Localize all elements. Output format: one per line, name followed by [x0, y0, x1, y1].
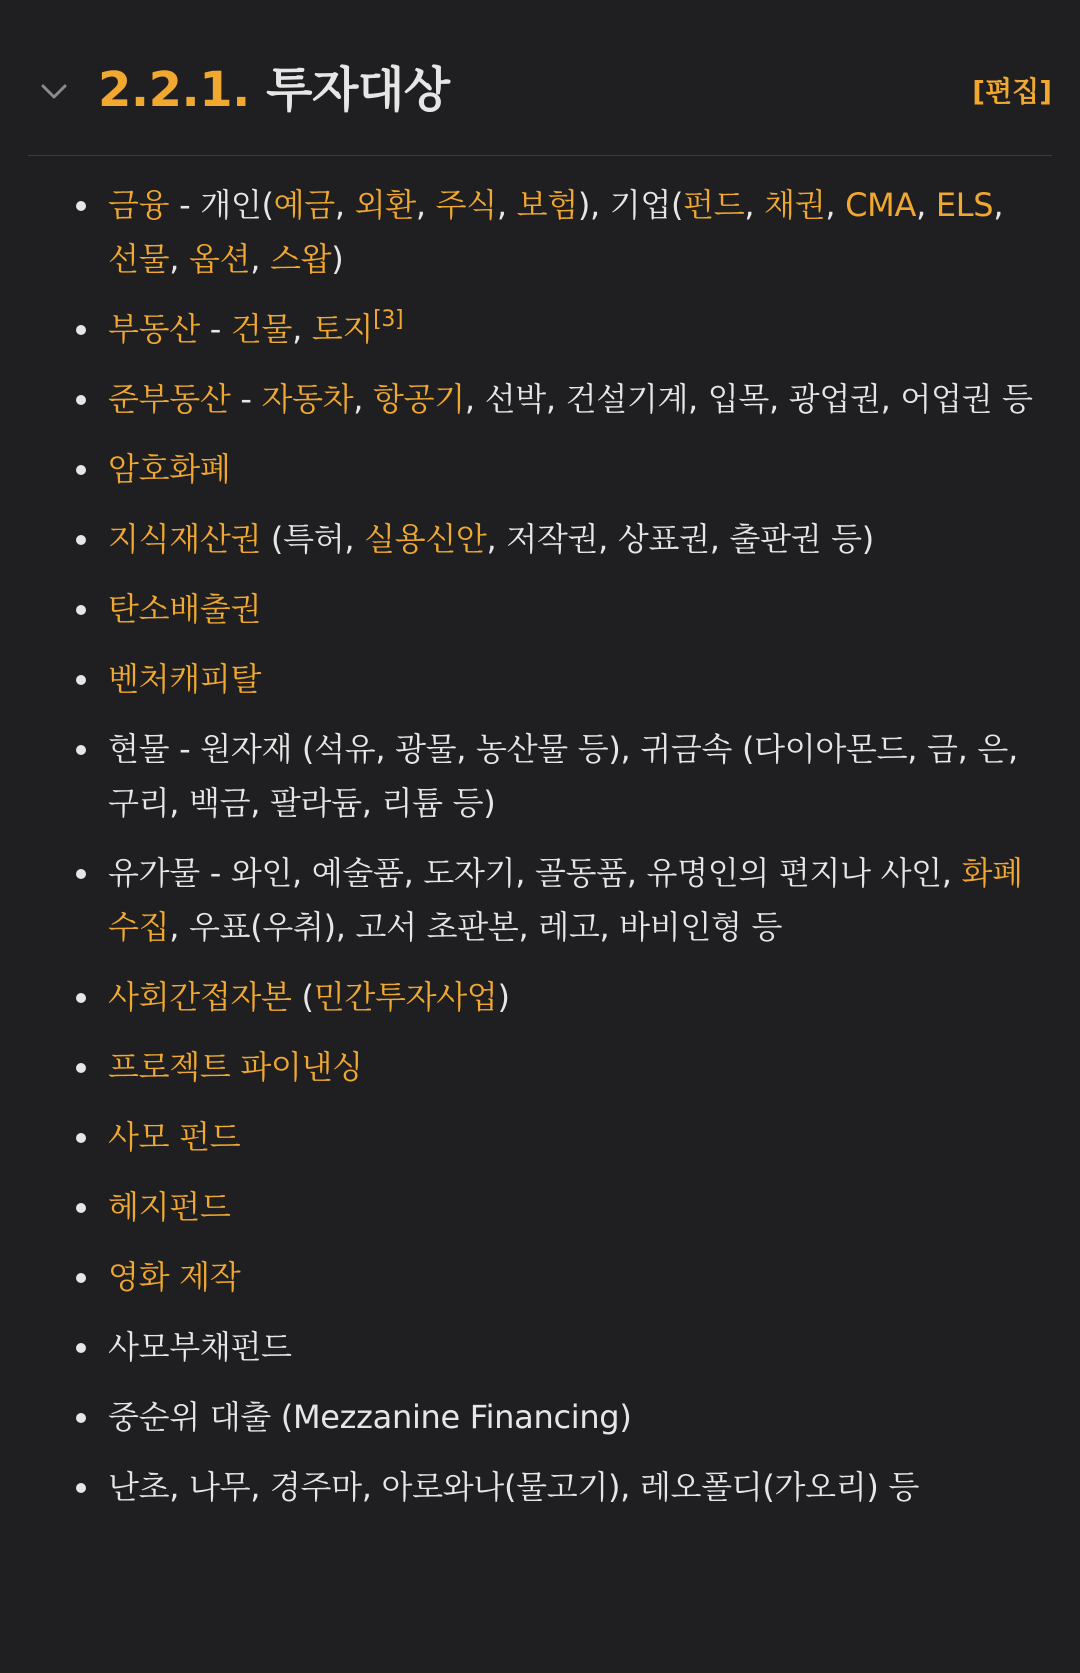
list-item [28, 652, 1052, 706]
wiki-link[interactable]: 스왑 [269, 240, 332, 278]
section-title: 투자대상 [266, 62, 450, 118]
wiki-link[interactable]: 토지 [311, 310, 374, 348]
wiki-link[interactable]: 사회간접자본 [108, 978, 292, 1016]
item-text: - [230, 380, 262, 418]
item-text: , [415, 186, 436, 224]
item-text: 중순위 대출 (Mezzanine Financing) [108, 1398, 632, 1436]
wiki-link[interactable]: 탄소배출권 [108, 590, 262, 628]
wiki-link[interactable]: 벤처캐피탈 [108, 660, 262, 698]
wiki-link[interactable]: 준부동산 [108, 380, 231, 418]
wiki-link[interactable]: 항공기 [373, 380, 465, 418]
wiki-link[interactable]: 금융 [108, 186, 170, 224]
wiki-link[interactable]: 사모 펀드 [108, 1118, 241, 1156]
list-item [28, 722, 1052, 830]
list-item [28, 846, 1052, 954]
item-text: - [199, 310, 231, 348]
item-text: , 우표(우취), 고서 초판본, 레고, 바비인형 등 [169, 908, 783, 946]
item-text: , 저작권, 상표권, 출판권 등) [486, 520, 874, 558]
item-text: , [496, 186, 517, 224]
wiki-link[interactable]: 지식재산권 [108, 520, 262, 558]
wiki-link[interactable]: 암호화폐 [108, 450, 231, 488]
item-text: ( [291, 978, 314, 1016]
item-text: 사모부채펀드 [108, 1328, 292, 1366]
section-heading [28, 0, 1052, 156]
item-text: - 개인( [169, 186, 274, 224]
item-text: 유가물 - 와인, 예술품, 도자기, 골동품, 유명인의 편지나 사인, [108, 854, 962, 892]
wiki-link[interactable]: 프로젝트 파이낸싱 [108, 1048, 363, 1086]
edit-link[interactable]: [편집] [972, 75, 1052, 108]
list-item [28, 1250, 1052, 1304]
item-text: ) [331, 240, 344, 278]
item-text: , 선박, 건설기계, 입목, 광업권, 어업권 등 [464, 380, 1033, 418]
list-item [28, 1180, 1052, 1234]
wiki-link[interactable]: 선물 [108, 240, 170, 278]
wiki-link[interactable]: 부동산 [108, 310, 200, 348]
item-text: , [250, 240, 270, 278]
list-item [28, 1040, 1052, 1094]
item-text: 난초, 나무, 경주마, 아로와나(물고기), 레오폴디(가오리) 등 [108, 1468, 920, 1506]
list-item [28, 302, 1052, 356]
wiki-link[interactable]: 민간투자사업 [313, 978, 498, 1016]
wiki-link[interactable]: 영화 제작 [108, 1258, 241, 1296]
list-item [28, 1320, 1052, 1374]
page-title [98, 62, 450, 118]
item-text: , [993, 186, 1004, 224]
footnote-link[interactable]: [3] [373, 307, 404, 332]
item-text: , [825, 186, 846, 224]
item-text: , [334, 186, 355, 224]
list-item [28, 1110, 1052, 1164]
list-item [28, 512, 1052, 566]
list-item [28, 1390, 1052, 1444]
chevron-down-icon[interactable] [40, 82, 60, 102]
list-item [28, 582, 1052, 636]
wiki-link[interactable]: 예금 [273, 186, 335, 224]
item-text: ) [497, 978, 510, 1016]
wiki-link[interactable]: 실용신안 [364, 520, 487, 558]
section-number: 2.2.1. [98, 62, 250, 118]
wiki-link[interactable]: 자동차 [261, 380, 354, 418]
wiki-link[interactable]: 건물 [230, 310, 293, 348]
wiki-link[interactable]: 펀드 [683, 186, 745, 224]
list-item [28, 442, 1052, 496]
wiki-link[interactable]: CMA [845, 186, 917, 224]
investment-target-list [28, 156, 1052, 1514]
item-text: (특허, [261, 520, 365, 558]
list-item [28, 372, 1052, 426]
item-text: , [169, 240, 189, 278]
wiki-link[interactable]: 헤지펀드 [108, 1188, 231, 1226]
wiki-link[interactable]: 옵션 [188, 240, 251, 278]
list-item [28, 178, 1052, 286]
item-text: , [292, 310, 312, 348]
list-item [28, 970, 1052, 1024]
item-text: , [744, 186, 765, 224]
item-text: , [353, 380, 374, 418]
wiki-link[interactable]: 화폐 수집 [108, 854, 1023, 946]
list-item [28, 1460, 1052, 1514]
item-text: 현물 - 원자재 (석유, 광물, 농산물 등), 귀금속 (다이아몬드, 금, 은, 구리, 백금, 팔라듐, 리튬 등) [108, 730, 1018, 822]
wiki-link[interactable]: 보험 [516, 186, 578, 224]
wiki-link[interactable]: 채권 [764, 186, 826, 224]
item-text: ), 기업( [577, 186, 684, 224]
wiki-link[interactable]: 외환 [354, 186, 416, 224]
wiki-link[interactable]: ELS [935, 186, 994, 224]
item-text: , [916, 186, 936, 224]
wiki-link[interactable]: 주식 [435, 186, 497, 224]
